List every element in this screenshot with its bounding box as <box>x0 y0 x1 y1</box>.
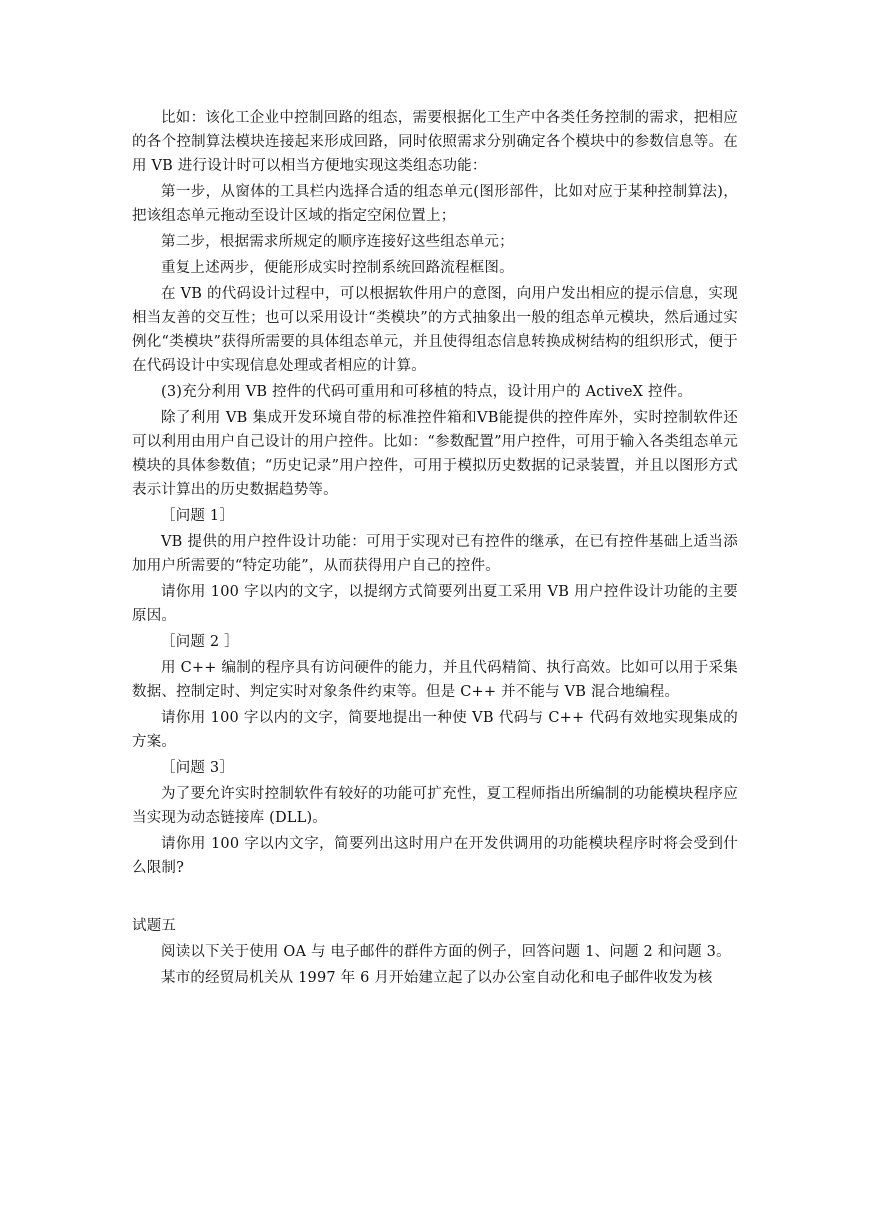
question-3-label: ［问题 3］ <box>161 760 235 776</box>
paragraph-user-controls: 除了利用 VB 集成开发环境自带的标准控件箱和VB能提供的控件库外，实时控制软件还可以利用由用户自己设计的用户控件。比如：“参数配置”用户控件，可用于输入各类组态单元模块的具体参数值；“历史记录”用户控件，可用于模拟历史数据的记录装置，并且以图形方式表示计算出的历史数据趋势等。 <box>132 410 738 498</box>
paragraph-config-example: 比如：该化工企业中控制回路的组态，需要根据化工生产中各类任务控制的需求，把相应的各个控制算法模块连接起来形成回路，同时依照需求分别确定各个模块中的参数信息等。在用 VB 进行设计时可以相当方便地实现这类组态功能： <box>132 110 738 174</box>
paragraph-step-two: 第二步，根据需求所规定的顺序连接好这些组态单元； <box>161 234 514 250</box>
section-case-start: 某市的经贸局机关从 1997 年 6 月开始建立起了以办公室自动化和电子邮件收发为核 <box>161 970 713 986</box>
section-intro: 阅读以下关于使用 OA 与 电子邮件的群件方面的例子，回答问题 1、问题 2 和问题 3。 <box>161 944 731 960</box>
question-2-label: ［问题 2 ］ <box>161 634 239 650</box>
document-body <box>132 106 738 992</box>
question-2-context: 用 C++ 编制的程序具有访问硬件的能力，并且代码精简、执行高效。比如可以用于采集数据、控制定时、判定实时对象条件约束等。但是 C++ 并不能与 VB 混合地编程。 <box>132 660 738 700</box>
paragraph-vb-code-design: 在 VB 的代码设计过程中，可以根据软件用户的意图，向用户发出相应的提示信息，实现相当友善的交互性；也可以采用设计“类模块”的方式抽象出一般的组态单元模块，然后通过实例化“类模块”获得所需要的具体组态单元，并且使得组态信息转换成树结构的组织形式，便于在代码设计中实现信息处理或者相应的计算。 <box>132 286 738 374</box>
section-title: 试题五 <box>132 918 177 934</box>
question-1-label: ［问题 1］ <box>161 508 235 524</box>
question-1-context: VB 提供的用户控件设计功能：可用于实现对已有控件的继承，在已有控件基础上适当添加用户所需要的“特定功能”，从而获得用户自己的控件。 <box>132 534 738 574</box>
question-2-prompt: 请你用 100 字以内的文字，简要地提出一种使 VB 代码与 C++ 代码有效地实现集成的方案。 <box>132 710 738 750</box>
question-3-prompt: 请你用 100 字以内文字，简要列出这时用户在开发供调用的功能模块程序时将会受到什么限制? <box>132 836 738 876</box>
paragraph-activex: (3)充分利用 VB 控件的代码可重用和可移植的特点，设计用户的 ActiveX 控件。 <box>161 384 693 400</box>
question-1-prompt: 请你用 100 字以内的文字，以提纲方式简要列出夏工采用 VB 用户控件设计功能的主要原因。 <box>132 584 738 624</box>
question-3-context: 为了要允许实时控制软件有较好的功能可扩充性，夏工程师指出所编制的功能模块程序应当实现为动态链接库 (DLL)。 <box>132 786 738 826</box>
paragraph-repeat-steps: 重复上述两步，便能形成实时控制系统回路流程框图。 <box>161 260 514 276</box>
paragraph-step-one: 第一步，从窗体的工具栏内选择合适的组态单元(图形部件，比如对应于某种控制算法)，把该组态单元拖动至设计区域的指定空闲位置上； <box>132 184 738 224</box>
